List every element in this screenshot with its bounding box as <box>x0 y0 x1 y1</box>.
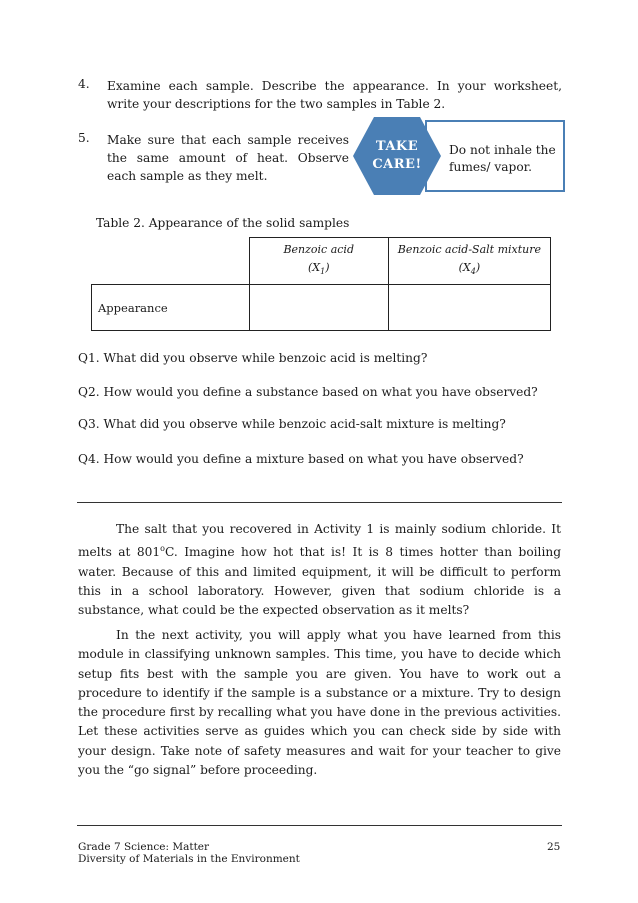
column-header-benzoic-acid <box>249 238 388 285</box>
step-number: 5. <box>78 131 90 145</box>
row-label-appearance: Appearance <box>92 285 250 331</box>
footer-subject: Grade 7 Science: Matter <box>78 841 210 853</box>
question-q4: Q4. How would you define a mixture based on what you have observed? <box>78 452 524 466</box>
symbol-text: (X <box>458 260 471 274</box>
paragraph-next-activity: In the next activity, you will apply what you have learned from this module in classifying unknown samples. This time, you have to decide which setup fits best with the sample you are given. You have to work out a procedure to identify if the sample is a substance or a mixture. Try to design the procedure first by recalling what you have done in the previous activities. Let these activities serve as guides which you can check side by side with your design. Take note of safety measures and wait for your teacher to give you the “go signal” before proceeding. <box>78 628 561 778</box>
take-care-label <box>352 138 442 174</box>
symbol-text: (X <box>307 260 321 274</box>
question-q1: Q1. What did you observe while benzoic acid is melting? <box>78 351 428 365</box>
question-q3: Q3. What did you observe while benzoic acid-salt mixture is melting? <box>78 417 506 431</box>
take-care-hexagon <box>352 116 442 196</box>
question-q2: Q2. How would you define a substance based on what you have observed? <box>78 385 538 399</box>
symbol-subscript: 1 <box>320 267 326 277</box>
column-header-symbol: $(X_1)$ <box>307 260 330 277</box>
step-text: Make sure that each sample receives the same amount of heat. Observe each sample as they melt. <box>107 133 349 183</box>
column-header-mixture <box>388 238 550 285</box>
section-divider <box>77 502 562 503</box>
footer-module: Diversity of Materials in the Environment <box>78 853 300 865</box>
symbol-subscript: 4 <box>470 267 476 277</box>
column-header-label: Benzoic acid-Salt mixture <box>397 242 542 256</box>
page-number: 25 <box>547 841 561 853</box>
paragraph-text: C. Imagine how hot that is! It is 8 times hotter than boiling water. Because of this and limited equipment, it will be difficult to perform this in a school laboratory. However, given that sodium chloride is a substance, what could be the expected observation as it melts? <box>78 545 562 618</box>
degree-superscript: o <box>160 544 165 554</box>
table-corner-cell <box>92 238 250 285</box>
take-care-callout <box>425 120 565 192</box>
safety-warning-text: Do not inhale the fumes/ vapor. <box>449 143 556 174</box>
column-header-symbol: $(X_4)$ <box>458 260 481 277</box>
table-cell-benzoic-acid-appearance <box>249 285 388 331</box>
column-header-label: Benzoic acid <box>283 242 354 256</box>
take-care-label-line1: TAKE <box>375 139 419 154</box>
step-number: 4. <box>78 77 90 91</box>
table-caption: Table 2. Appearance of the solid samples <box>96 216 350 230</box>
table-cell-mixture-appearance <box>388 285 550 331</box>
samples-table <box>91 237 551 331</box>
take-care-label-line2: CARE! <box>372 157 422 172</box>
paragraph-sodium-chloride <box>78 520 561 621</box>
step-text: Examine each sample. Describe the appearance. In your worksheet, write your descriptions for the two samples in Table 2. <box>107 79 562 111</box>
paragraph-text: The salt that you recovered in Activity 1 is mainly sodium chloride. It melts at 801 <box>78 522 561 560</box>
footer-divider <box>77 825 562 826</box>
